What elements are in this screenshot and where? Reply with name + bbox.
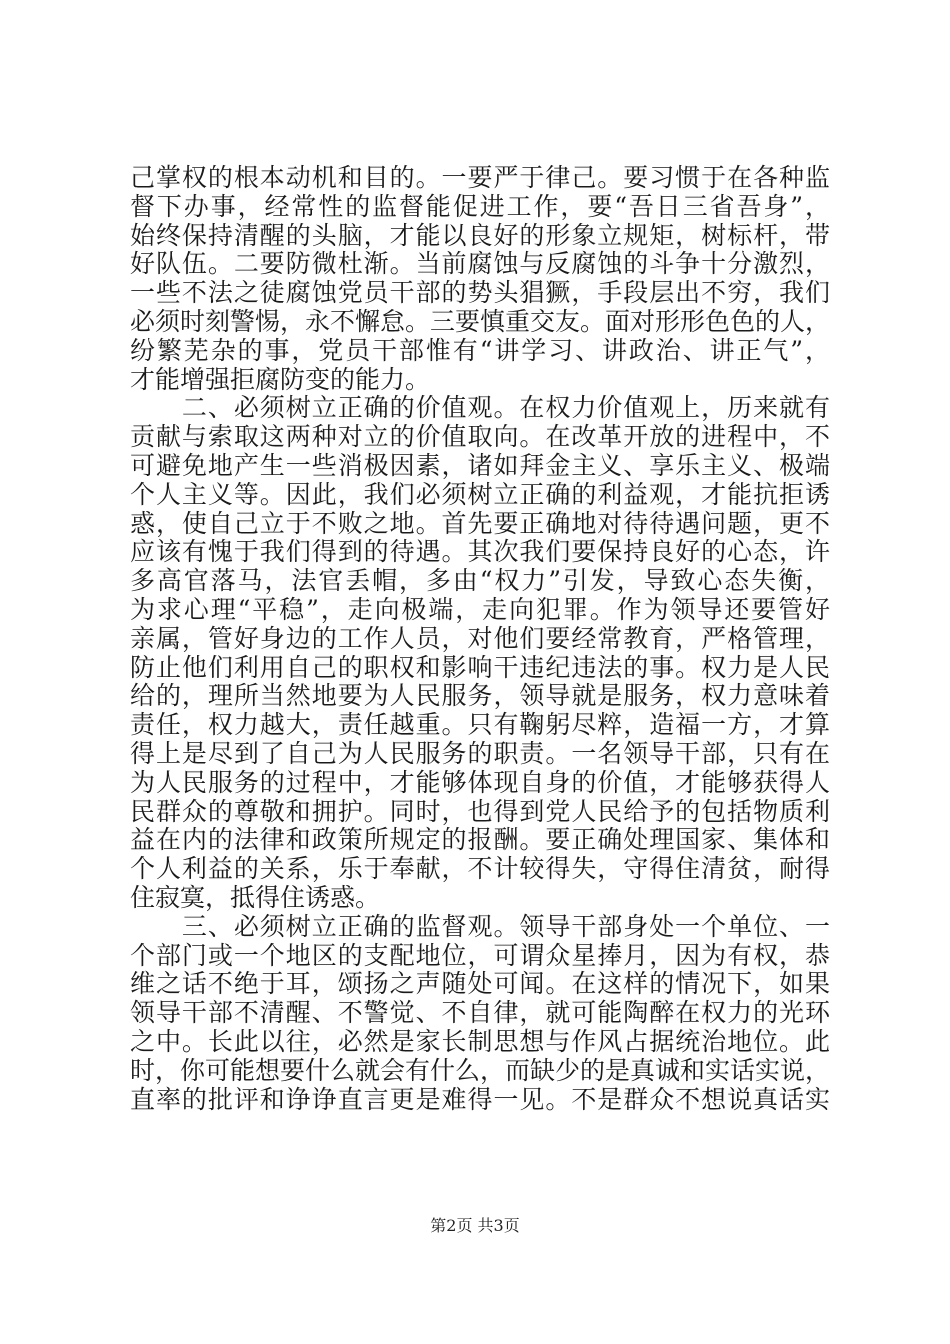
text-line: 个人主义等。因此，我们必须树立正确的利益观，才能抗拒诱 <box>130 479 830 509</box>
text-line: 督下办事，经常性的监督能促进工作，要“吾日三省吾身”， <box>130 191 830 221</box>
text-line: 应该有愧于我们得到的待遇。其次我们要保持良好的心态，许 <box>130 537 830 567</box>
text-line: 好队伍。二要防微杜渐。当前腐蚀与反腐蚀的斗争十分激烈， <box>130 249 830 279</box>
text-line: 可避免地产生一些消极因素，诸如拜金主义、享乐主义、极端 <box>130 450 830 480</box>
text-line: 领导干部不清醒、不警觉、不自律，就可能陶醉在权力的光环 <box>130 998 830 1028</box>
page-number-footer: 第2页 共3页 <box>430 1216 520 1235</box>
text-line: 维之话不绝于耳，颂扬之声随处可闻。在这样的情况下，如果 <box>130 969 830 999</box>
text-line: 个人利益的关系，乐于奉献，不计较得失，守得住清贫，耐得 <box>130 854 830 884</box>
text-line: 惑，使自己立于不败之地。首先要正确地对待待遇问题，更不 <box>130 508 830 538</box>
text-line: 给的，理所当然地要为人民服务，领导就是服务，权力意味着 <box>130 681 830 711</box>
text-line: 己掌权的根本动机和目的。一要严于律己。要习惯于在各种监 <box>130 163 830 192</box>
text-line: 住寂寞，抵得住诱惑。 <box>130 882 381 912</box>
text-line: 为人民服务的过程中，才能够体现自身的价值，才能够获得人 <box>130 767 830 797</box>
text-line: 个部门或一个地区的支配地位，可谓众星捧月，因为有权，恭 <box>130 940 830 970</box>
text-line: 必须时刻警惕，永不懈怠。三要慎重交友。面对形形色色的人， <box>130 306 831 336</box>
document-body <box>130 164 830 1114</box>
text-line: 为求心理“平稳”，走向极端，走向犯罪。作为领导还要管好 <box>130 594 830 624</box>
text-line: 防止他们利用自己的职权和影响干违纪违法的事。权力是人民 <box>130 652 830 682</box>
text-line: 责任，权力越大，责任越重。只有鞠躬尽粹，造福一方，才算 <box>130 710 830 740</box>
text-line: 得上是尽到了自己为人民服务的职责。一名领导干部，只有在 <box>130 738 830 768</box>
text-line: 二、必须树立正确的价值观。在权力价值观上，历来就有 <box>130 393 830 423</box>
text-line: 直率的批评和诤诤直言更是难得一见。不是群众不想说真话实 <box>130 1084 830 1114</box>
text-line: 才能增强拒腐防变的能力。 <box>130 364 431 394</box>
text-line: 多高官落马，法官丢帽，多由“权力”引发，导致心态失衡， <box>130 566 830 596</box>
text-line: 益在内的法律和政策所规定的报酬。要正确处理国家、集体和 <box>130 825 830 855</box>
text-line: 一些不法之徒腐蚀党员干部的势头猖獗，手段层出不穷，我们 <box>130 278 830 308</box>
text-line: 始终保持清醒的头脑，才能以良好的形象立规矩，树标杆，带 <box>130 220 830 250</box>
text-line: 时，你可能想要什么就会有什么，而缺少的是真诚和实话实说， <box>130 1055 831 1085</box>
text-line: 三、必须树立正确的监督观。领导干部身处一个单位、一 <box>130 911 830 941</box>
text-line: 贡献与索取这两种对立的价值取向。在改革开放的进程中，不 <box>130 422 830 452</box>
text-line: 之中。长此以往，必然是家长制思想与作风占据统治地位。此 <box>130 1026 830 1056</box>
text-line: 民群众的尊敬和拥护。同时，也得到党人民给予的包括物质利 <box>130 796 830 826</box>
text-line: 纷繁芜杂的事，党员干部惟有“讲学习、讲政治、讲正气”， <box>130 335 830 365</box>
text-line: 亲属，管好身边的工作人员，对他们要经常教育，严格管理， <box>130 623 830 653</box>
